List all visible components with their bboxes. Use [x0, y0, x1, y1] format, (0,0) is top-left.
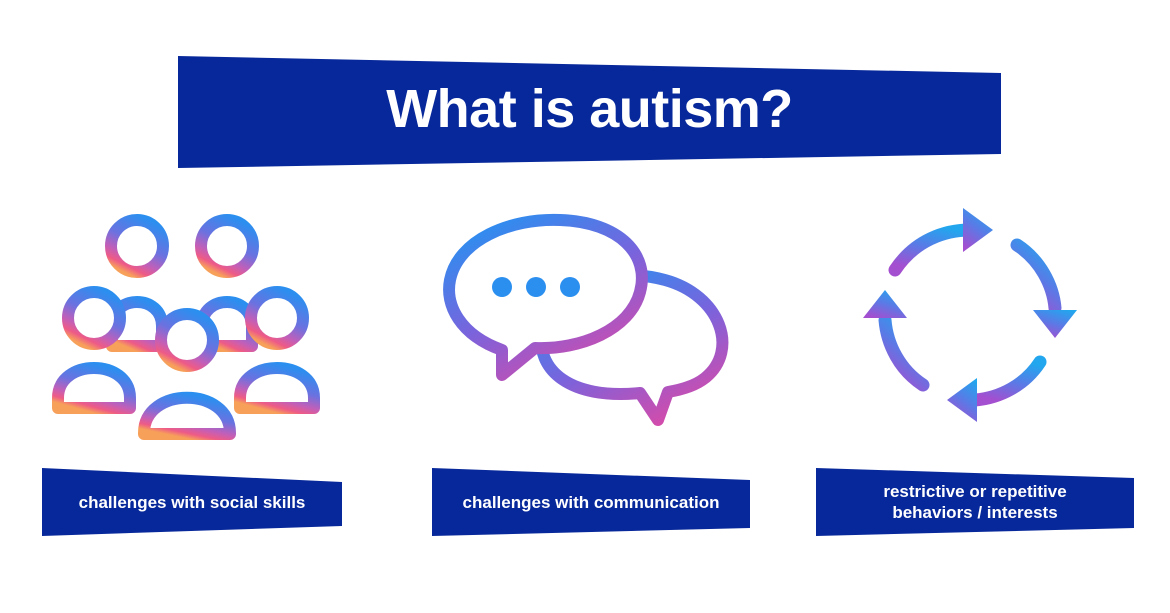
label-text: challenges with social skills	[78, 492, 306, 512]
label-text: restrictive or repetitive behaviors / interests	[883, 482, 1067, 522]
speech-bubbles-icon	[440, 210, 740, 442]
cycle-arrows-icon	[855, 200, 1085, 430]
page-title: What is autism?	[386, 79, 793, 139]
label-social-skills	[42, 468, 342, 536]
label-communication	[432, 468, 750, 536]
label-text: challenges with communication	[462, 492, 720, 512]
label-repetitive-behaviors	[816, 468, 1134, 536]
title-banner	[178, 56, 1001, 168]
people-group-icon	[52, 208, 324, 440]
